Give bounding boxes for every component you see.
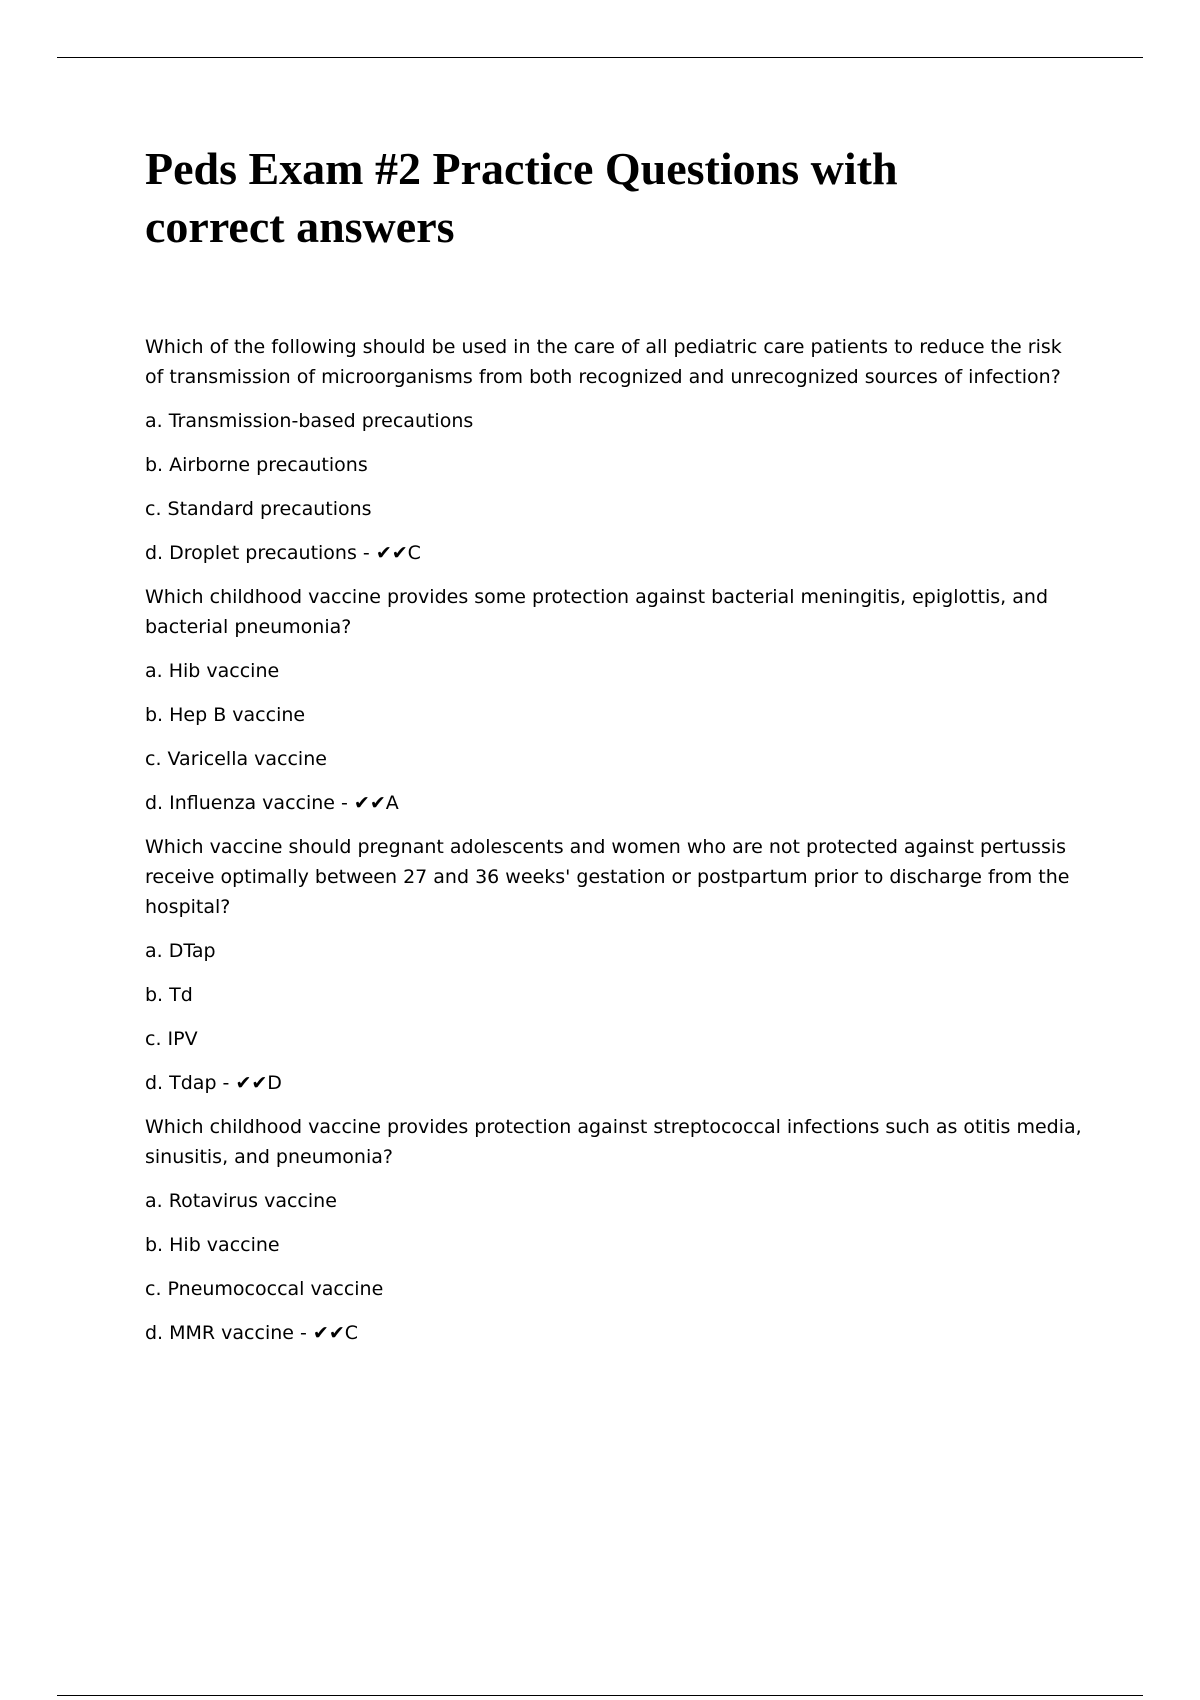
option-b: b. Td [145,984,193,1006]
answer-key: - ✔✔A [334,792,399,814]
option-d: d. MMR vaccine [145,1322,294,1344]
option-a: a. Rotavirus vaccine [145,1190,337,1212]
question-text: Which childhood vaccine provides protection against streptococcal infections such as otitis media, sinusitis, and pneumonia? [145,1116,1082,1168]
answer-key: - ✔✔C [293,1322,359,1344]
question-text: Which childhood vaccine provides some protection against bacterial meningitis, epiglottis, and bacterial pneumonia? [145,586,1049,638]
question-text: Which of the following should be used in the care of all pediatric care patients to reduce the risk of transmission of microorganisms from both recognized and unrecognized sources of infection? [145,336,1062,388]
option-b: b. Hep B vaccine [145,704,306,726]
question-list [145,332,1085,1348]
question-text: Which vaccine should pregnant adolescents and women who are not protected against pertussis receive optimally between 27 and 36 weeks' gestation or postpartum prior to discharge from the hospital? [145,836,1070,918]
option-a: a. Transmission-based precautions [145,410,474,432]
footer-rule [57,1695,1143,1696]
option-b: b. Hib vaccine [145,1234,280,1256]
option-c: c. Varicella vaccine [145,748,327,770]
question-block [145,1112,1085,1348]
page-content [145,140,1085,1348]
question-block [145,832,1085,1098]
option-d-with-answer [145,788,1085,818]
option-d-with-answer [145,1068,1085,1098]
option-d: d. Droplet precautions [145,542,357,564]
option-d-with-answer [145,1318,1085,1348]
option-d: d. Tdap [145,1072,217,1094]
option-a: a. Hib vaccine [145,660,280,682]
option-d-with-answer [145,538,1085,568]
answer-key: - ✔✔D [216,1072,282,1094]
option-a: a. DTap [145,940,216,962]
option-c: c. Standard precautions [145,498,372,520]
question-block [145,582,1085,818]
option-c: c. IPV [145,1028,198,1050]
option-c: c. Pneumococcal vaccine [145,1278,384,1300]
option-b: b. Airborne precautions [145,454,368,476]
answer-key: - ✔✔C [356,542,421,564]
option-d: d. Influenza vaccine [145,792,335,814]
document-title: Peds Exam #2 Practice Questions with correct answers [145,143,898,252]
header-rule [57,57,1143,58]
question-block [145,332,1085,568]
